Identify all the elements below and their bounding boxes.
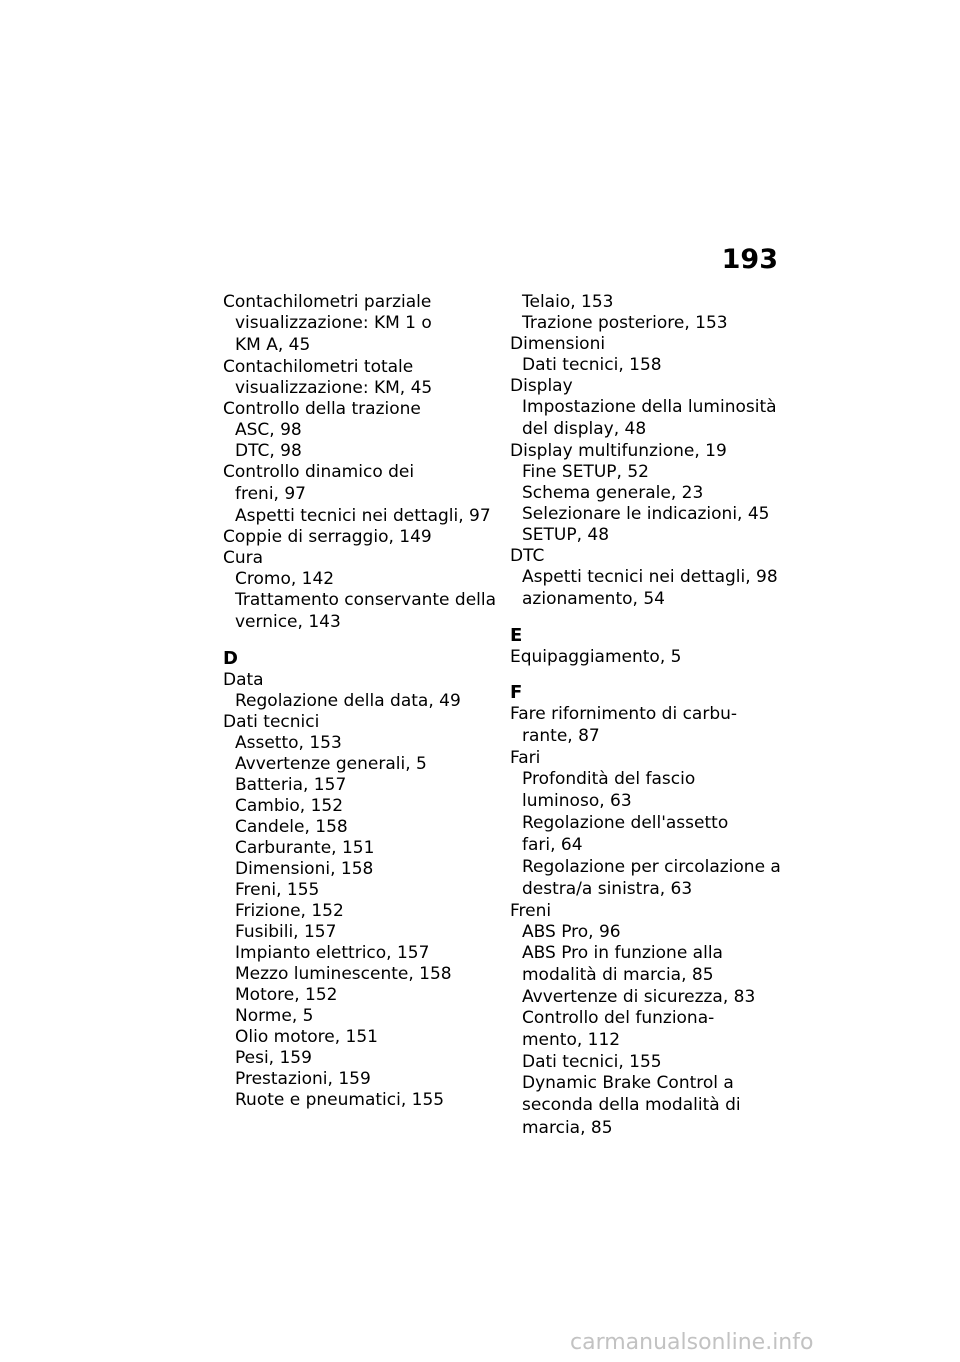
- index-subentry: modalità di marcia, 85: [522, 965, 714, 985]
- index-subentry: Trattamento conservante della: [235, 590, 497, 610]
- index-subentry: visualizzazione: KM 1 o: [235, 313, 432, 333]
- index-subentry: Regolazione della data, 49: [235, 691, 461, 711]
- index-subentry: Ruote e pneumatici, 155: [235, 1090, 445, 1110]
- index-subentry: Norme, 5: [235, 1006, 314, 1026]
- index-subentry: ASC, 98: [235, 420, 302, 440]
- index-subentry: Pesi, 159: [235, 1048, 312, 1068]
- index-subentry: seconda della modalità di: [522, 1095, 741, 1115]
- index-subentry: Aspetti tecnici nei dettagli, 98: [522, 567, 778, 587]
- index-column-left: [223, 292, 498, 1111]
- index-subentry: Impianto elettrico, 157: [235, 943, 430, 963]
- index-subentry: mento, 112: [522, 1030, 621, 1050]
- index-subentry: Fusibili, 157: [235, 922, 337, 942]
- index-subentry: Mezzo luminescente, 158: [235, 964, 452, 984]
- index-entry: Display multifunzione, 19: [510, 441, 727, 461]
- index-entry: Data: [223, 670, 264, 690]
- page-number: 193: [721, 244, 778, 275]
- index-subentry: rante, 87: [522, 726, 600, 746]
- index-subentry: Cromo, 142: [235, 569, 335, 589]
- index-subentry: Dimensioni, 158: [235, 859, 374, 879]
- index-entry: Display: [510, 376, 573, 396]
- section-gap: [510, 668, 790, 682]
- index-subentry: Telaio, 153: [522, 292, 614, 312]
- index-entry: Fare rifornimento di carbu-: [510, 704, 738, 724]
- index-subentry: Aspetti tecnici nei dettagli, 97: [235, 506, 491, 526]
- section-gap: [223, 634, 498, 648]
- index-entry: Dimensioni: [510, 334, 606, 354]
- index-subentry: Cambio, 152: [235, 796, 344, 816]
- index-subentry: Candele, 158: [235, 817, 348, 837]
- index-entry: Coppie di serraggio, 149: [223, 527, 432, 547]
- index-subentry: marcia, 85: [522, 1118, 613, 1138]
- index-subentry: Avvertenze di sicurezza, 83: [522, 987, 756, 1007]
- index-subentry: destra/a sinistra, 63: [522, 879, 693, 899]
- index-subentry: Schema generale, 23: [522, 483, 704, 503]
- index-subentry: Freni, 155: [235, 880, 320, 900]
- index-subentry: Regolazione per circolazione a: [522, 857, 781, 877]
- index-subentry: Avvertenze generali, 5: [235, 754, 427, 774]
- index-subentry: Selezionare le indicazioni, 45: [522, 504, 770, 524]
- index-subentry: luminoso, 63: [522, 791, 632, 811]
- index-entry: Freni: [510, 901, 552, 921]
- index-entry: Dati tecnici: [223, 712, 320, 732]
- index-subentry: Frizione, 152: [235, 901, 344, 921]
- index-subentry: Assetto, 153: [235, 733, 342, 753]
- index-subentry: Controllo del funziona-: [522, 1008, 715, 1028]
- index-subentry: azionamento, 54: [522, 589, 665, 609]
- index-subentry: Carburante, 151: [235, 838, 375, 858]
- index-subentry: vernice, 143: [235, 612, 341, 632]
- index-entry: Contachilometri totale: [223, 357, 414, 377]
- index-subentry: ABS Pro in funzione alla: [522, 943, 723, 963]
- index-subentry: del display, 48: [522, 419, 647, 439]
- index-letter-heading: E: [510, 625, 523, 646]
- index-entry: Cura: [223, 548, 264, 568]
- index-subentry: DTC, 98: [235, 441, 302, 461]
- index-subentry: freni, 97: [235, 484, 306, 504]
- index-subentry: Impostazione della luminosità: [522, 397, 777, 417]
- index-subentry: Fine SETUP, 52: [522, 462, 649, 482]
- index-subentry: Motore, 152: [235, 985, 338, 1005]
- index-subentry: fari, 64: [522, 835, 583, 855]
- index-entry: Controllo dinamico dei: [223, 462, 415, 482]
- index-subentry: Dati tecnici, 155: [522, 1052, 662, 1072]
- index-subentry: Regolazione dell'assetto: [522, 813, 729, 833]
- index-letter-heading: F: [510, 682, 523, 703]
- index-subentry: Dati tecnici, 158: [522, 355, 662, 375]
- index-subentry: Batteria, 157: [235, 775, 347, 795]
- index-subentry: SETUP, 48: [522, 525, 610, 545]
- index-entry: Controllo della trazione: [223, 399, 421, 419]
- index-subentry: Prestazioni, 159: [235, 1069, 371, 1089]
- index-subentry: Profondità del fascio: [522, 769, 696, 789]
- index-subentry: KM A, 45: [235, 335, 311, 355]
- index-subentry: ABS Pro, 96: [522, 922, 621, 942]
- index-subentry: visualizzazione: KM, 45: [235, 378, 433, 398]
- index-entry: Equipaggiamento, 5: [510, 647, 682, 667]
- index-subentry: Dynamic Brake Control a: [522, 1073, 734, 1093]
- index-column-right: [510, 292, 790, 1140]
- index-subentry: Trazione posteriore, 153: [522, 313, 728, 333]
- index-entry: Fari: [510, 748, 541, 768]
- index-entry: DTC: [510, 546, 545, 566]
- index-entry: Contachilometri parziale: [223, 292, 432, 312]
- watermark: carmanualsonline.info: [570, 1330, 814, 1355]
- section-gap: [510, 611, 790, 625]
- index-subentry: Olio motore, 151: [235, 1027, 378, 1047]
- index-letter-heading: D: [223, 648, 238, 669]
